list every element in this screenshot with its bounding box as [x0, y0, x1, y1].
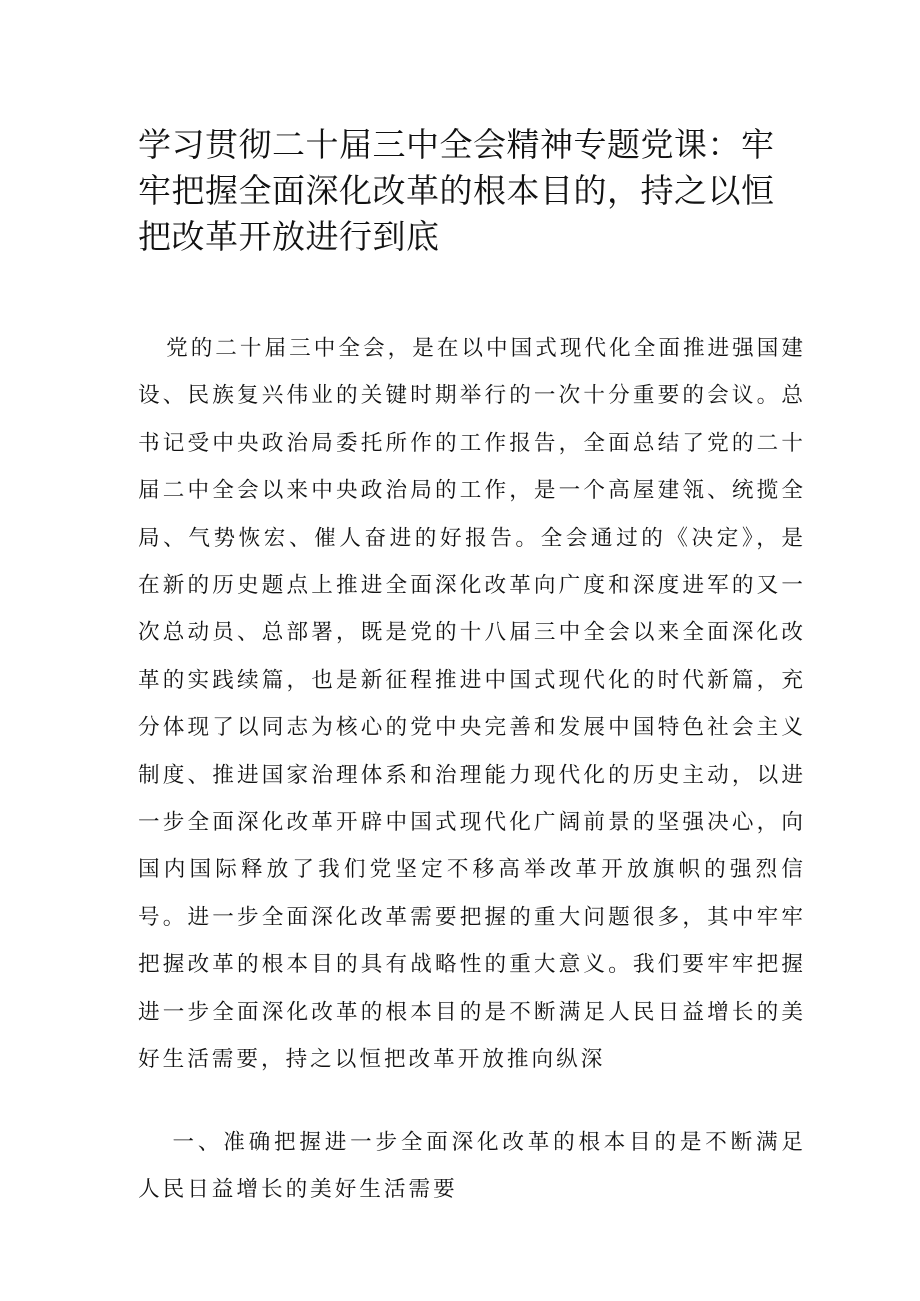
intro-paragraph: 党的二十届三中全会，是在以中国式现代化全面推进强国建设、民族复兴伟业的关键时期举行的一次十分重要的会议。总书记受中央政治局委托所作的工作报告，全面总结了党的二十届二中全会以来中央政治局的工作，是一个高屋建瓴、统揽全局、气势恢宏、催人奋进的好报告。全会通过的《决定》，是在新的历史题点上推进全面深化改革向广度和深度进军的又一次总动员、总部署，既是党的十八届三中全会以来全面深化改革的实践续篇，也是新征程推进中国式现代化的时代新篇，充分体现了以同志为核心的党中央完善和发展中国特色社会主义制度、推进国家治理体系和治理能力现代化的历史主动，以进一步全面深化改革开辟中国式现代化广阔前景的坚强决心，向国内国际释放了我们党坚定不移高举改革开放旗帜的强烈信号。进一步全面深化改革需要把握的重大问题很多，其中牢牢把握改革的根本目的具有战略性的重大意义。我们要牢牢把握进一步全面深化改革的根本目的是不断满足人民日益增长的美好生活需要，持之以恒把改革开放推向纵深	[138, 336, 806, 1073]
document-title: 学习贯彻二十届三中全会精神专题党课：牢牢把握全面深化改革的根本目的，持之以恒把改革开放进行到底	[138, 125, 775, 256]
section-heading-1: 一、准确把握进一步全面深化改革的根本目的是不断满足人民日益增长的美好生活需要	[138, 1130, 806, 1202]
